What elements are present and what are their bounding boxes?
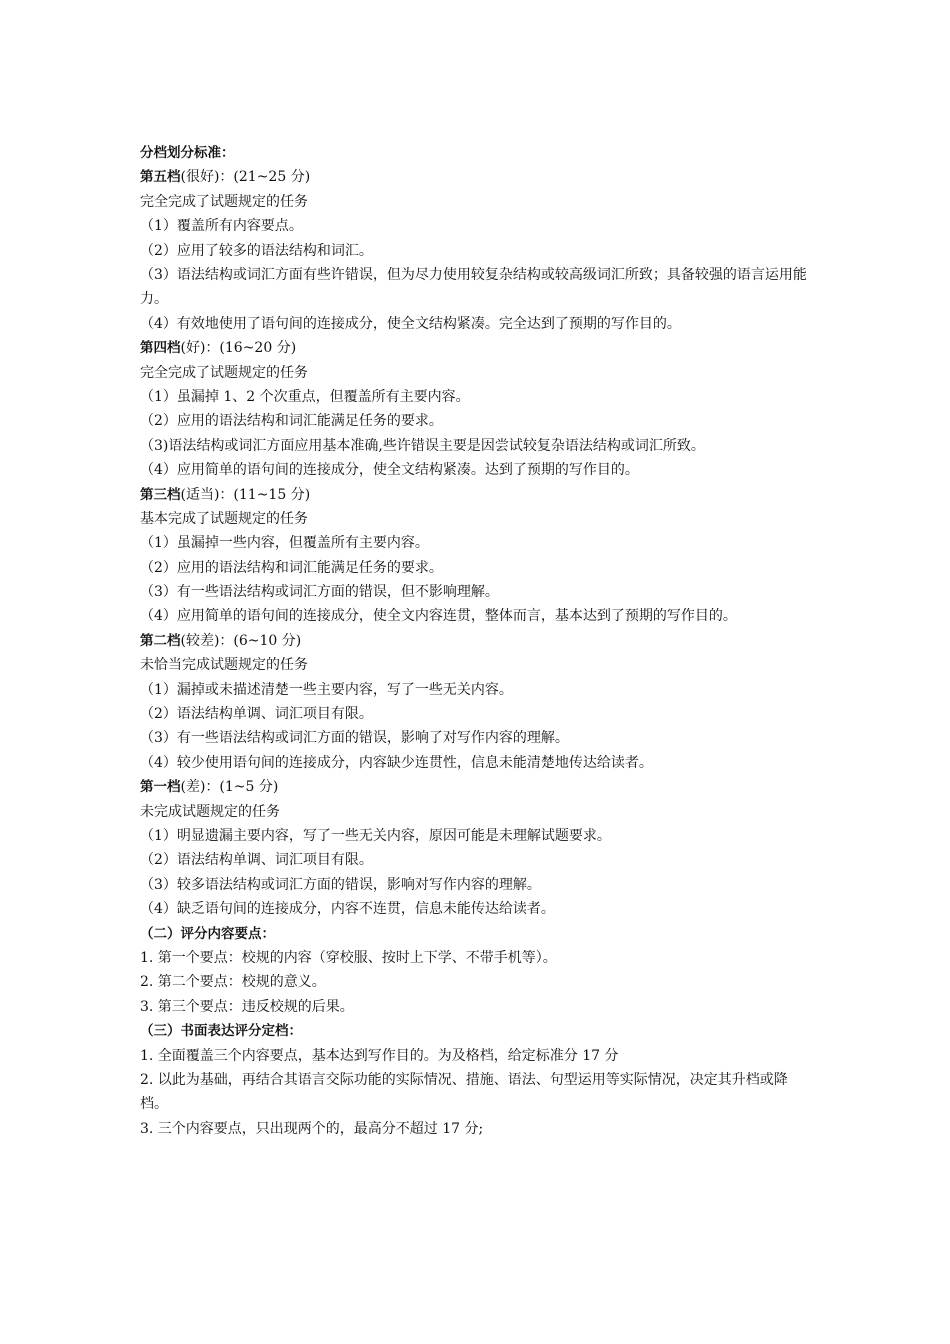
tier-heading <box>140 483 815 507</box>
section-heading: （三）书面表达评分定档： <box>140 1023 302 1040</box>
tier-item: （4）应用简单的语句间的连接成分，使全文结构紧凑。达到了预期的写作目的。 <box>140 462 639 479</box>
tier-heading <box>140 775 815 799</box>
tier-item: （2）应用的语法结构和词汇能满足任务的要求。 <box>140 413 443 430</box>
page-title: 分档划分标准： <box>140 145 235 161</box>
tier-item: （1）覆盖所有内容要点。 <box>140 218 303 235</box>
tier-name: 第四档 <box>140 340 181 357</box>
list-item: 2. 以此为基础，再结合其语言交际功能的实际情况、措施、语法、句型运用等实际情况，决定其升档或降档。 <box>140 1071 788 1113</box>
section-content-points <box>140 922 815 1020</box>
tier-name: 第五档 <box>140 169 181 186</box>
tier-item: （1）虽漏掉 1、2 个次重点，但覆盖所有主要内容。 <box>140 388 470 405</box>
tier-item: （4）有效地使用了语句间的连接成分，使全文结构紧凑。完全达到了预期的写作目的。 <box>140 315 681 332</box>
tier-item: （4）应用简单的语句间的连接成分，使全文内容连贯，整体而言，基本达到了预期的写作目的。 <box>140 608 737 625</box>
tier-summary: 完全完成了试题规定的任务 <box>140 193 308 210</box>
tier-item: （1）明显遗漏主要内容，写了一些无关内容，原因可能是未理解试题要求。 <box>140 827 611 844</box>
tier-name: 第三档 <box>140 486 181 503</box>
document-page <box>140 141 815 1141</box>
list-item: 2. 第二个要点：校规的意义。 <box>140 974 326 991</box>
tier-3 <box>140 483 815 629</box>
list-item: 1. 第一个要点：校规的内容（穿校服、按时上下学、不带手机等）。 <box>140 949 557 966</box>
tier-item: （3）语法结构或词汇方面有些许错误，但为尽力使用较复杂结构或较高级词汇所致；具备较强的语言运用能力。 <box>140 266 807 308</box>
tier-summary: 完全完成了试题规定的任务 <box>140 364 308 381</box>
tier-item: （1）虽漏掉一些内容，但覆盖所有主要内容。 <box>140 535 429 552</box>
list-item: 3. 三个内容要点，只出现两个的，最高分不超过 17 分; <box>140 1120 484 1137</box>
tier-item: （3）较多语法结构或词汇方面的错误，影响对写作内容的理解。 <box>140 876 541 893</box>
list-item: 3. 第三个要点：违反校规的后果。 <box>140 998 354 1015</box>
section-heading: （二）评分内容要点： <box>140 925 275 942</box>
tier-name: 第二档 <box>140 632 181 649</box>
section-grading <box>140 1019 815 1141</box>
tier-item: （3）有一些语法结构或词汇方面的错误，影响了对写作内容的理解。 <box>140 730 569 747</box>
tier-label: (适当)：(11~15 分) <box>180 486 311 503</box>
tier-item: （4）缺乏语句间的连接成分，内容不连贯，信息未能传达给读者。 <box>140 901 555 918</box>
tier-label: (较差)：(6~10 分) <box>180 632 302 649</box>
tier-summary: 基本完成了试题规定的任务 <box>140 510 308 527</box>
list-item: 1. 全面覆盖三个内容要点，基本达到写作目的。为及格档，给定标准分 17 分 <box>140 1047 619 1064</box>
tier-label: (好)：(16~20 分) <box>180 340 297 357</box>
tier-item: （3)语法结构或词汇方面应用基本准确,些许错误主要是因尝试较复杂语法结构或词汇所致。 <box>140 437 705 454</box>
tier-4 <box>140 336 815 482</box>
tier-2 <box>140 629 815 775</box>
tier-summary: 未完成试题规定的任务 <box>140 803 280 820</box>
tier-heading <box>140 336 815 360</box>
tier-heading <box>140 165 815 189</box>
tier-item: （4）较少使用语句间的连接成分，内容缺少连贯性，信息未能清楚地传达给读者。 <box>140 754 653 771</box>
tier-item: （3）有一些语法结构或词汇方面的错误，但不影响理解。 <box>140 584 499 601</box>
tier-item: （1）漏掉或未描述清楚一些主要内容，写了一些无关内容。 <box>140 681 513 698</box>
tier-summary: 未恰当完成试题规定的任务 <box>140 657 308 674</box>
tier-item: （2）应用了较多的语法结构和词汇。 <box>140 242 373 259</box>
tier-5 <box>140 165 815 336</box>
tier-heading <box>140 629 815 653</box>
tier-name: 第一档 <box>140 779 181 796</box>
tier-label: (很好)：(21~25 分) <box>180 169 311 186</box>
tier-label: (差)：(1~5 分) <box>180 779 279 796</box>
tier-item: （2）语法结构单调、词汇项目有限。 <box>140 706 373 723</box>
tier-1 <box>140 775 815 921</box>
tier-item: （2）语法结构单调、词汇项目有限。 <box>140 852 373 869</box>
tier-item: （2）应用的语法结构和词汇能满足任务的要求。 <box>140 559 443 576</box>
